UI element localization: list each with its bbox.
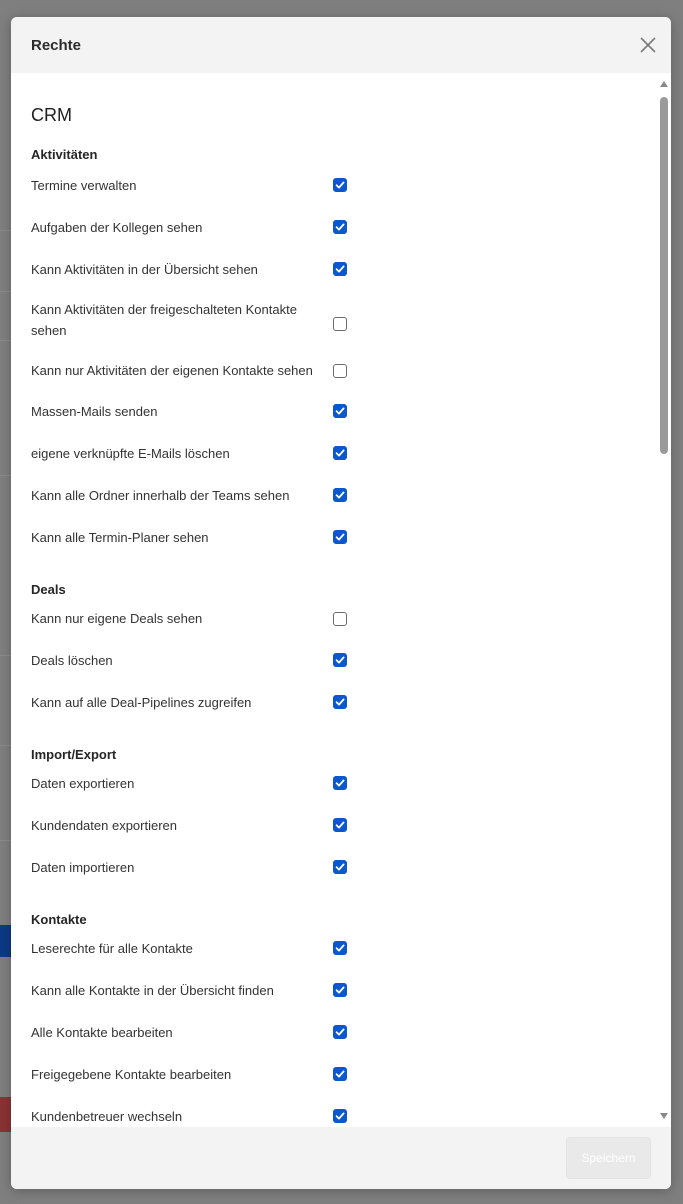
scrollbar-thumb[interactable]	[660, 97, 668, 454]
permission-checkbox[interactable]	[333, 262, 347, 276]
scroll-up-icon[interactable]	[660, 81, 668, 87]
permission-label: Daten importieren	[31, 860, 135, 875]
check-icon	[335, 985, 345, 995]
check-icon	[335, 1027, 345, 1037]
check-icon	[335, 943, 345, 953]
check-icon	[335, 862, 345, 872]
permission-label: Kann alle Kontakte in der Übersicht finden	[31, 983, 274, 998]
close-button[interactable]	[639, 36, 657, 54]
permission-checkbox[interactable]	[333, 364, 347, 378]
group-title: Aktivitäten	[31, 147, 98, 162]
permission-checkbox[interactable]	[333, 776, 347, 790]
group-title: Import/Export	[31, 747, 117, 762]
divider	[0, 340, 11, 341]
dialog-body[interactable]	[11, 73, 671, 1127]
permission-label: Freigegebene Kontakte bearbeiten	[31, 1067, 232, 1082]
check-icon	[335, 820, 345, 830]
permission-checkbox[interactable]	[333, 178, 347, 192]
scrollbar[interactable]	[657, 73, 671, 1127]
dialog-header	[11, 17, 671, 73]
permission-label: Kann nur eigene Deals sehen	[31, 611, 203, 626]
divider	[0, 840, 11, 841]
permission-checkbox[interactable]	[333, 1025, 347, 1039]
permission-label: Massen-Mails senden	[31, 404, 158, 419]
group-title: Deals	[31, 582, 66, 597]
permission-checkbox[interactable]	[333, 983, 347, 997]
permission-checkbox[interactable]	[333, 860, 347, 874]
check-icon	[335, 490, 345, 500]
permission-label: Kann alle Ordner innerhalb der Teams sehen	[31, 488, 290, 503]
check-icon	[335, 532, 345, 542]
divider	[0, 655, 11, 656]
permission-label: Leserechte für alle Kontakte	[31, 941, 193, 956]
close-icon	[639, 36, 657, 54]
permission-label: Kundendaten exportieren	[31, 818, 178, 833]
permission-checkbox[interactable]	[333, 818, 347, 832]
divider	[0, 475, 11, 476]
permission-checkbox[interactable]	[333, 941, 347, 955]
background-block	[0, 925, 11, 957]
permission-label: Aufgaben der Kollegen sehen	[31, 220, 203, 235]
permission-checkbox[interactable]	[333, 530, 347, 544]
dialog-title: Rechte	[31, 36, 82, 54]
check-icon	[335, 222, 345, 232]
permission-label: Termine verwalten	[31, 178, 137, 193]
check-icon	[335, 406, 345, 416]
check-icon	[335, 264, 345, 274]
permission-checkbox[interactable]	[333, 612, 347, 626]
permission-label: Daten exportieren	[31, 776, 135, 791]
section-title: CRM	[31, 105, 72, 125]
permission-label: Kann Aktivitäten in der Übersicht sehen	[31, 262, 258, 277]
permission-label: Deals löschen	[31, 653, 113, 668]
divider	[0, 230, 11, 231]
permission-label: Kundenbetreuer wechseln	[31, 1109, 183, 1124]
permission-checkbox[interactable]	[333, 1109, 347, 1123]
divider	[0, 291, 11, 292]
check-icon	[335, 448, 345, 458]
permissions-dialog	[11, 17, 671, 1189]
permission-checkbox[interactable]	[333, 695, 347, 709]
permission-checkbox[interactable]	[333, 404, 347, 418]
check-icon	[335, 778, 345, 788]
save-button[interactable]: Speichern	[566, 1137, 651, 1179]
scroll-down-icon[interactable]	[660, 1113, 668, 1119]
divider	[0, 745, 11, 746]
permission-label: Kann nur Aktivitäten der eigenen Kontakte sehen	[31, 363, 313, 378]
check-icon	[335, 1111, 345, 1121]
permission-label: Kann alle Termin-Planer sehen	[31, 530, 209, 545]
check-icon	[335, 1069, 345, 1079]
permission-checkbox[interactable]	[333, 317, 347, 331]
permission-checkbox[interactable]	[333, 1067, 347, 1081]
permission-checkbox[interactable]	[333, 446, 347, 460]
group-title: Kontakte	[31, 912, 87, 927]
check-icon	[335, 697, 345, 707]
permission-checkbox[interactable]	[333, 488, 347, 502]
permission-label: Kann Aktivitäten der freigeschalteten Kontakte sehen	[31, 302, 297, 338]
check-icon	[335, 180, 345, 190]
dialog-footer	[11, 1127, 671, 1189]
check-icon	[335, 655, 345, 665]
permission-checkbox[interactable]	[333, 220, 347, 234]
permission-label: Alle Kontakte bearbeiten	[31, 1025, 173, 1040]
permission-checkbox[interactable]	[333, 653, 347, 667]
background-block	[0, 1097, 11, 1132]
permission-label: eigene verknüpfte E-Mails löschen	[31, 446, 230, 461]
permission-label: Kann auf alle Deal-Pipelines zugreifen	[31, 695, 252, 710]
